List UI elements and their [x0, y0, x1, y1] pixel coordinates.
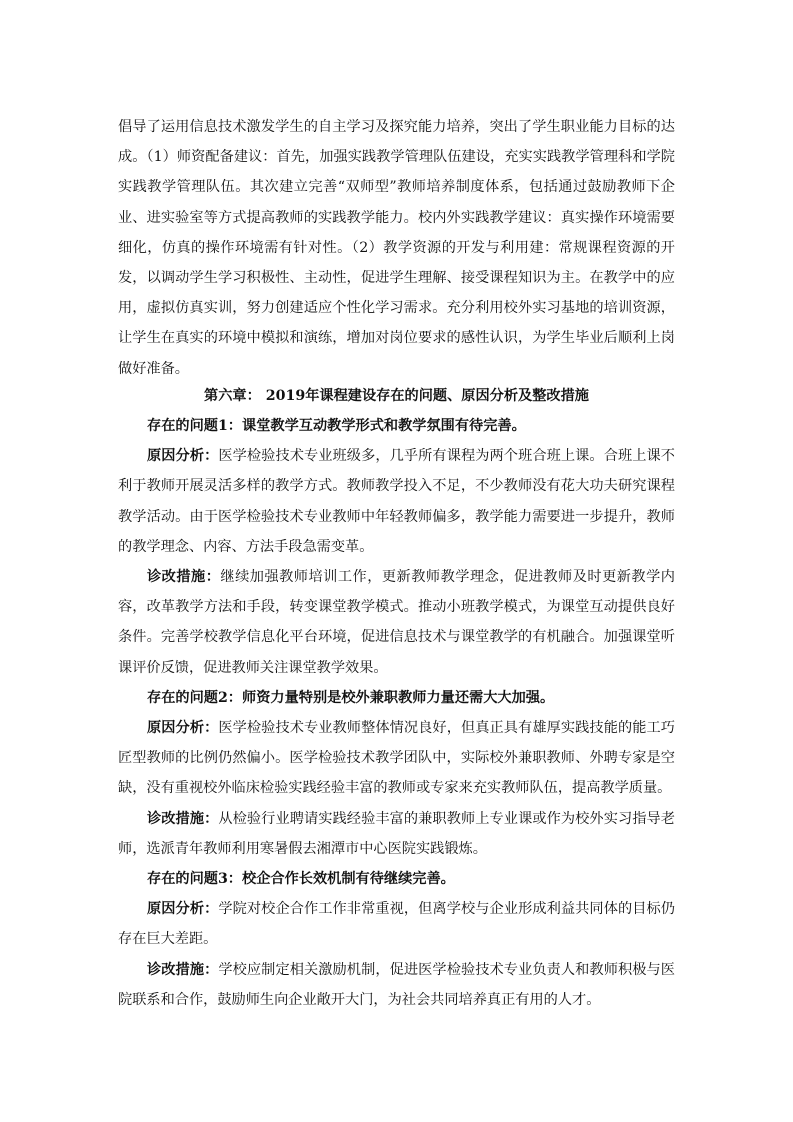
problem-heading [118, 864, 675, 894]
cause-text: 医学检验技术专业班级多，几乎所有课程为两个班合班上课。合班上课不利于教师开展灵活多样的教学方式。教师教学投入不足，不少教师没有花大功夫研究课程教学活动。由于医学检验技术专业教师中年轻教师偏多，教学能力需要进一步提升，教师的教学理念、内容、方法手段急需变革。 [118, 448, 675, 555]
measure-paragraph [118, 955, 675, 1015]
problem-label: 存在的问题3： [147, 871, 242, 888]
measure-label: 诊改措施： [147, 961, 219, 978]
cause-label: 原因分析： [147, 720, 219, 737]
measure-label: 诊改措施： [147, 810, 219, 827]
cause-text: 学院对校企合作工作非常重视，但离学校与企业形成利益共同体的目标仍存在巨大差距。 [118, 901, 675, 948]
measure-text: 学校应制定相关激励机制，促进医学检验技术专业负责人和教师积极与医院联系和合作，鼓励师生向企业敞开大门，为社会共同培养真正有用的人才。 [118, 961, 675, 1008]
problem-heading [118, 683, 675, 713]
measure-text: 从检验行业聘请实践经验丰富的兼职教师上专业课或作为校外实习指导老师，选派青年教师利用寒暑假去湘潭市中心医院实践锻炼。 [118, 810, 675, 857]
cause-paragraph [118, 441, 675, 562]
cause-text: 医学检验技术专业教师整体情况良好，但真正具有雄厚实践技能的能工巧匠型教师的比例仍然偏小。医学检验技术教学团队中，实际校外兼职教师、外聘专家是空缺，没有重视校外临床检验实践经验丰富的教师或专家来充实教师队伍，提高教学质量。 [118, 720, 675, 797]
measure-text: 继续加强教师培训工作，更新教师教学理念，促进教师及时更新教学内容，改革教学方法和手段，转变课堂教学模式。推动小班教学模式，为课堂互动提供良好条件。完善学校教学信息化平台环境，促进信息技术与课堂教学的有机融合。加强课堂听课评价反馈，促进教师关注课堂教学效果。 [118, 569, 675, 676]
cause-paragraph [118, 713, 675, 804]
measure-paragraph [118, 562, 675, 683]
intro-paragraph: 倡导了运用信息技术激发学生的自主学习及探究能力培养，突出了学生职业能力目标的达成。（1）师资配备建议：首先，加强实践教学管理队伍建设，充实实践教学管理科和学院实践教学管理队伍。其次建立完善“双师型”教师培养制度体系，包括通过鼓励教师下企业、进实验室等方式提高教师的实践教学能力。校内外实践教学建议：真实操作环境需要细化，仿真的操作环境需有针对性。（2）教学资源的开发与利用建：常规课程资源的开发，以调动学生学习积极性、主动性，促进学生理解、接受课程知识为主。在教学中的应用，虚拟仿真实训，努力创建适应个性化学习需求。充分利用校外实习基地的培训资源，让学生在真实的环境中模拟和演练，增加对岗位要求的感性认识，为学生毕业后顺利上岗做好准备。 [118, 119, 675, 377]
measure-label: 诊改措施： [147, 569, 221, 586]
problem-text: 师资力量特别是校外兼职教师力量还需大大加强。 [242, 689, 555, 706]
cause-paragraph [118, 894, 675, 954]
chapter-body [118, 411, 675, 1015]
problem-text: 课堂教学互动教学形式和教学氛围有待完善。 [242, 418, 526, 434]
problem-label: 存在的问题1： [147, 418, 242, 434]
measure-paragraph [118, 804, 675, 864]
problem-label: 存在的问题2： [147, 689, 242, 706]
problem-heading [118, 411, 675, 441]
problem-text: 校企合作长效机制有待继续完善。 [242, 871, 455, 888]
cause-label: 原因分析： [147, 448, 219, 465]
cause-label: 原因分析： [147, 901, 219, 918]
chapter-heading: 第六章： 2019年课程建设存在的问题、原因分析及整改措施 [204, 388, 589, 404]
